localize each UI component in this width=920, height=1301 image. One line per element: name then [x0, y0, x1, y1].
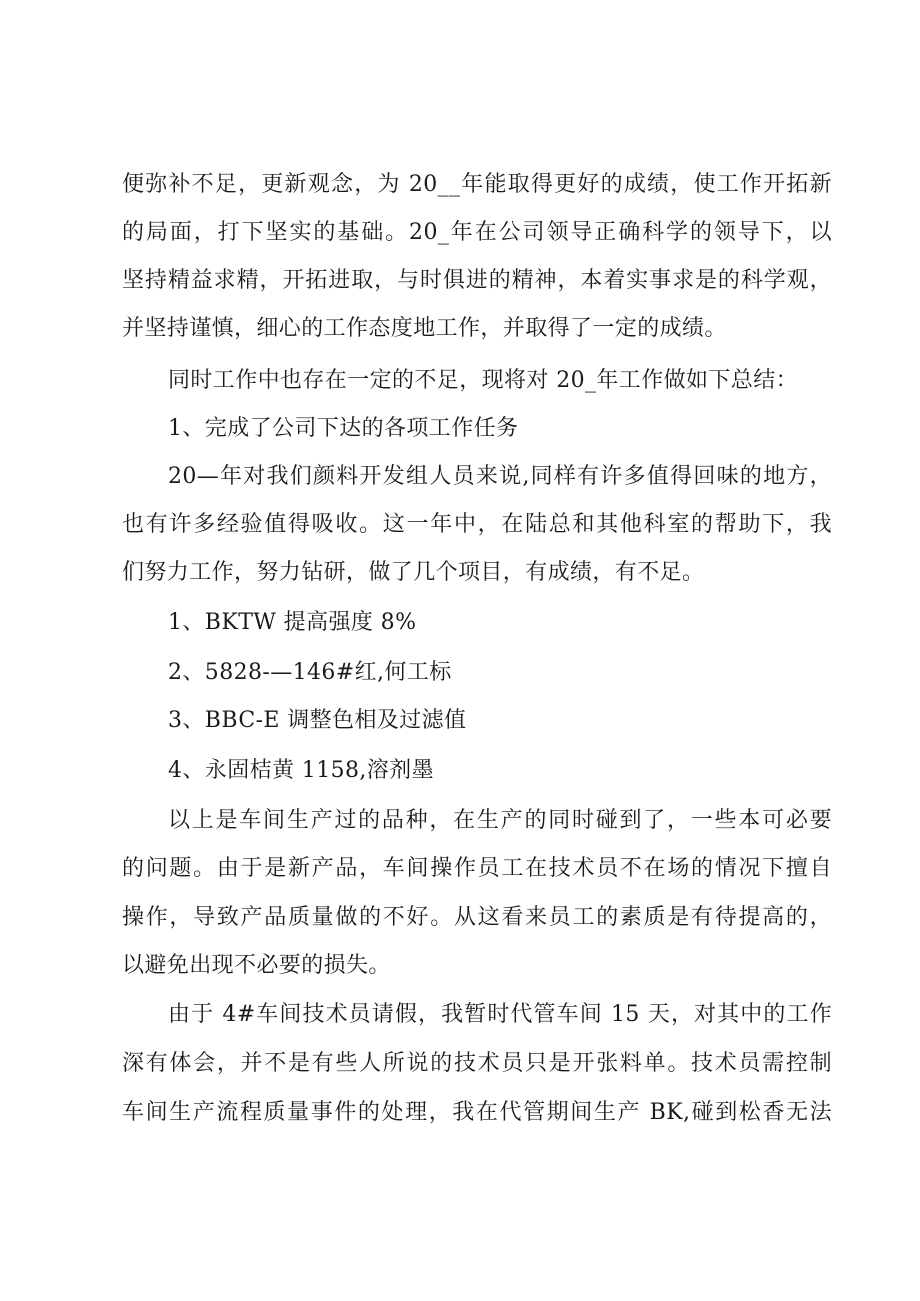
body-text-line: 20—年对我们颜料开发组人员来说,同样有许多值得回味的地方，	[168, 464, 832, 489]
body-text-line: 便弥补不足，更新观念，为 20__年能取得更好的成绩，使工作开拓新	[122, 172, 832, 197]
body-text-line: 以避免出现不必要的损失。	[122, 953, 391, 978]
body-text-line: 车间生产流程质量事件的处理，我在代管期间生产 BK,碰到松香无法	[122, 1100, 832, 1125]
list-item: 2、5828-—146#红,何工标	[168, 660, 452, 685]
body-text-line: 坚持精益求精，开拓进取，与时俱进的精神，本着实事求是的科学观，	[122, 268, 832, 293]
body-text-line: 同时工作中也存在一定的不足，现将对 20_年工作做如下总结：	[168, 368, 798, 393]
body-text-line: 的局面，打下坚实的基础。20_年在公司领导正确科学的领导下，以	[122, 220, 832, 245]
list-item: 3、BBC-E 调整色相及过滤值	[168, 708, 467, 733]
list-item: 1、BKTW 提高强度 8%	[168, 610, 417, 635]
body-text-line: 由于 4#车间技术员请假，我暂时代管车间 15 天，对其中的工作	[168, 1002, 832, 1027]
list-item: 1、完成了公司下达的各项工作任务	[168, 416, 519, 441]
body-text-line: 也有许多经验值得吸收。这一年中，在陆总和其他科室的帮助下，我	[122, 512, 832, 537]
list-item: 4、永固桔黄 1158,溶剂墨	[168, 758, 434, 783]
body-text-line: 的问题。由于是新产品，车间操作员工在技术员不在场的情况下擅自	[122, 856, 832, 881]
body-text-line: 操作，导致产品质量做的不好。从这看来员工的素质是有待提高的，	[122, 905, 832, 930]
body-text-line: 并坚持谨慎，细心的工作态度地工作，并取得了一定的成绩。	[122, 316, 727, 341]
body-text-line: 以上是车间生产过的品种，在生产的同时碰到了，一些本可必要	[168, 808, 832, 833]
body-text-line: 深有体会，并不是有些人所说的技术员只是开张料单。技术员需控制	[122, 1051, 832, 1076]
body-text-line: 们努力工作，努力钻研，做了几个项目，有成绩，有不足。	[122, 560, 705, 585]
